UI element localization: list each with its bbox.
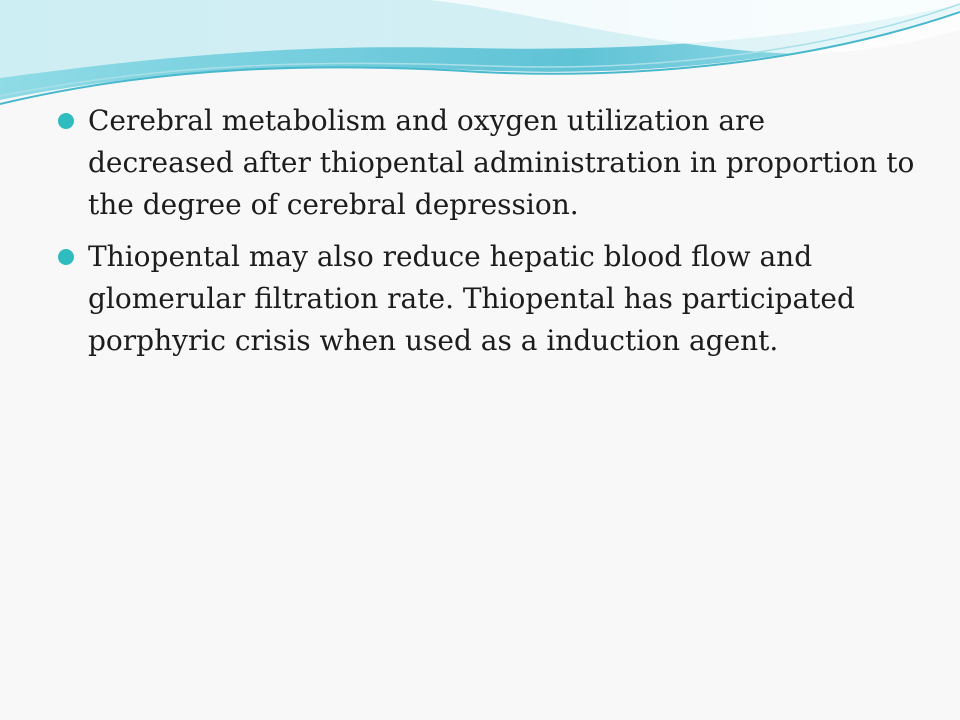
- slide-body: [58, 100, 918, 372]
- bullet-dot-icon: [58, 113, 74, 129]
- bullet-item: [58, 100, 918, 226]
- bullet-text: Cerebral metabolism and oxygen utilization are decreased after thiopental administration in proportion to the degree of cerebral depression.: [88, 104, 915, 221]
- bullet-item: [58, 236, 918, 362]
- bullet-text: Thiopental may also reduce hepatic blood flow and glomerular filtration rate. Thiopental has participated porphyric crisis when used as a induction agent.: [88, 240, 855, 357]
- bullet-dot-icon: [58, 249, 74, 265]
- bullet-list: [58, 100, 918, 362]
